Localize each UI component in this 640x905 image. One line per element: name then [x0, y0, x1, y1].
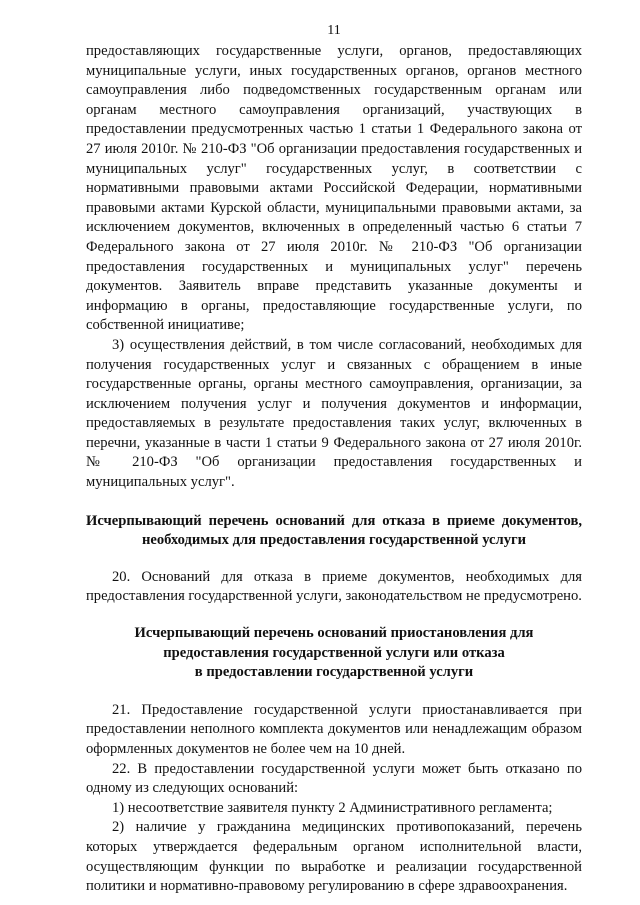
paragraph-21: 21. Предоставление государственной услуги приостанавливается при предоставлении неполного комплекта документов или ненадлежащим образом оформленных документов не более чем на 10 дней. [86, 701, 582, 757]
heading-line-2: предоставления государственной услуги или отказа [163, 644, 505, 661]
section-heading-refusal-acceptance: Исчерпывающий перечень оснований для отказа в приеме документов, необходимых для предоставления государственной услуги [86, 512, 582, 549]
page-number: 11 [327, 23, 341, 38]
paragraph-20: 20. Оснований для отказа в приеме документов, необходимых для предоставления государственной услуги, законодательством не предусмотрено. [86, 568, 582, 605]
paragraph-22: 22. В предоставлении государственной услуги может быть отказано по одному из следующих оснований: [86, 760, 582, 797]
paragraph-continuation: предоставляющих государственные услуги, органов, предоставляющих муниципальные услуги, иных государственных органов, органов местного самоуправления либо подведомственных государственным органам или органам местного самоуправления организаций, участвующих в предоставлении предусмотренных частью 1 статьи 1 Федерального закона от 27 июля 2010г. № 210-ФЗ "Об организации предоставления государственных и муниципальных услуг" государственных услуг, в соответствии с нормативными правовыми актами Российской Федерации, нормативными правовыми актами Курской области, муниципальными правовыми актами, за исключением документов, включенных в определенный частью 6 статьи 7 Федерального закона от 27 июля 2010г. № 210-ФЗ "Об организации предоставления государственных и муниципальных услуг" перечень документов. Заявитель вправе представить указанные документы и информацию в органы, предоставляющие государственные услуги, по собственной инициативе; [86, 43, 582, 334]
heading-line-3: в предоставлении государственной услуги [194, 664, 474, 681]
list-item-1: 1) несоответствие заявителя пункту 2 Административного регламента; [112, 799, 553, 816]
heading-line-1: Исчерпывающий перечень оснований приостановления для [134, 625, 534, 642]
paragraph-item-3: 3) осуществления действий, в том числе согласований, необходимых для получения государственных услуг и связанных с обращением в иные государственные органы, органы местного самоуправления, организации, за исключением получения услуг и получения документов и информации, предоставляемых в результате предоставления таких услуг, включенных в перечни, указанные в части 1 статьи 9 Федерального закона от 27 июля 2010г. № 210-ФЗ "Об организации предоставления государственных и муниципальных услуг". [86, 336, 582, 491]
section-heading-suspension [86, 624, 582, 683]
list-item-2: 2) наличие у гражданина медицинских противопоказаний, перечень которых утверждается федеральным органом исполнительной власти, осуществляющим функции по выработке и реализации государственной политики и нормативно-правовому регулированию в сфере здравоохранения. [86, 819, 582, 895]
